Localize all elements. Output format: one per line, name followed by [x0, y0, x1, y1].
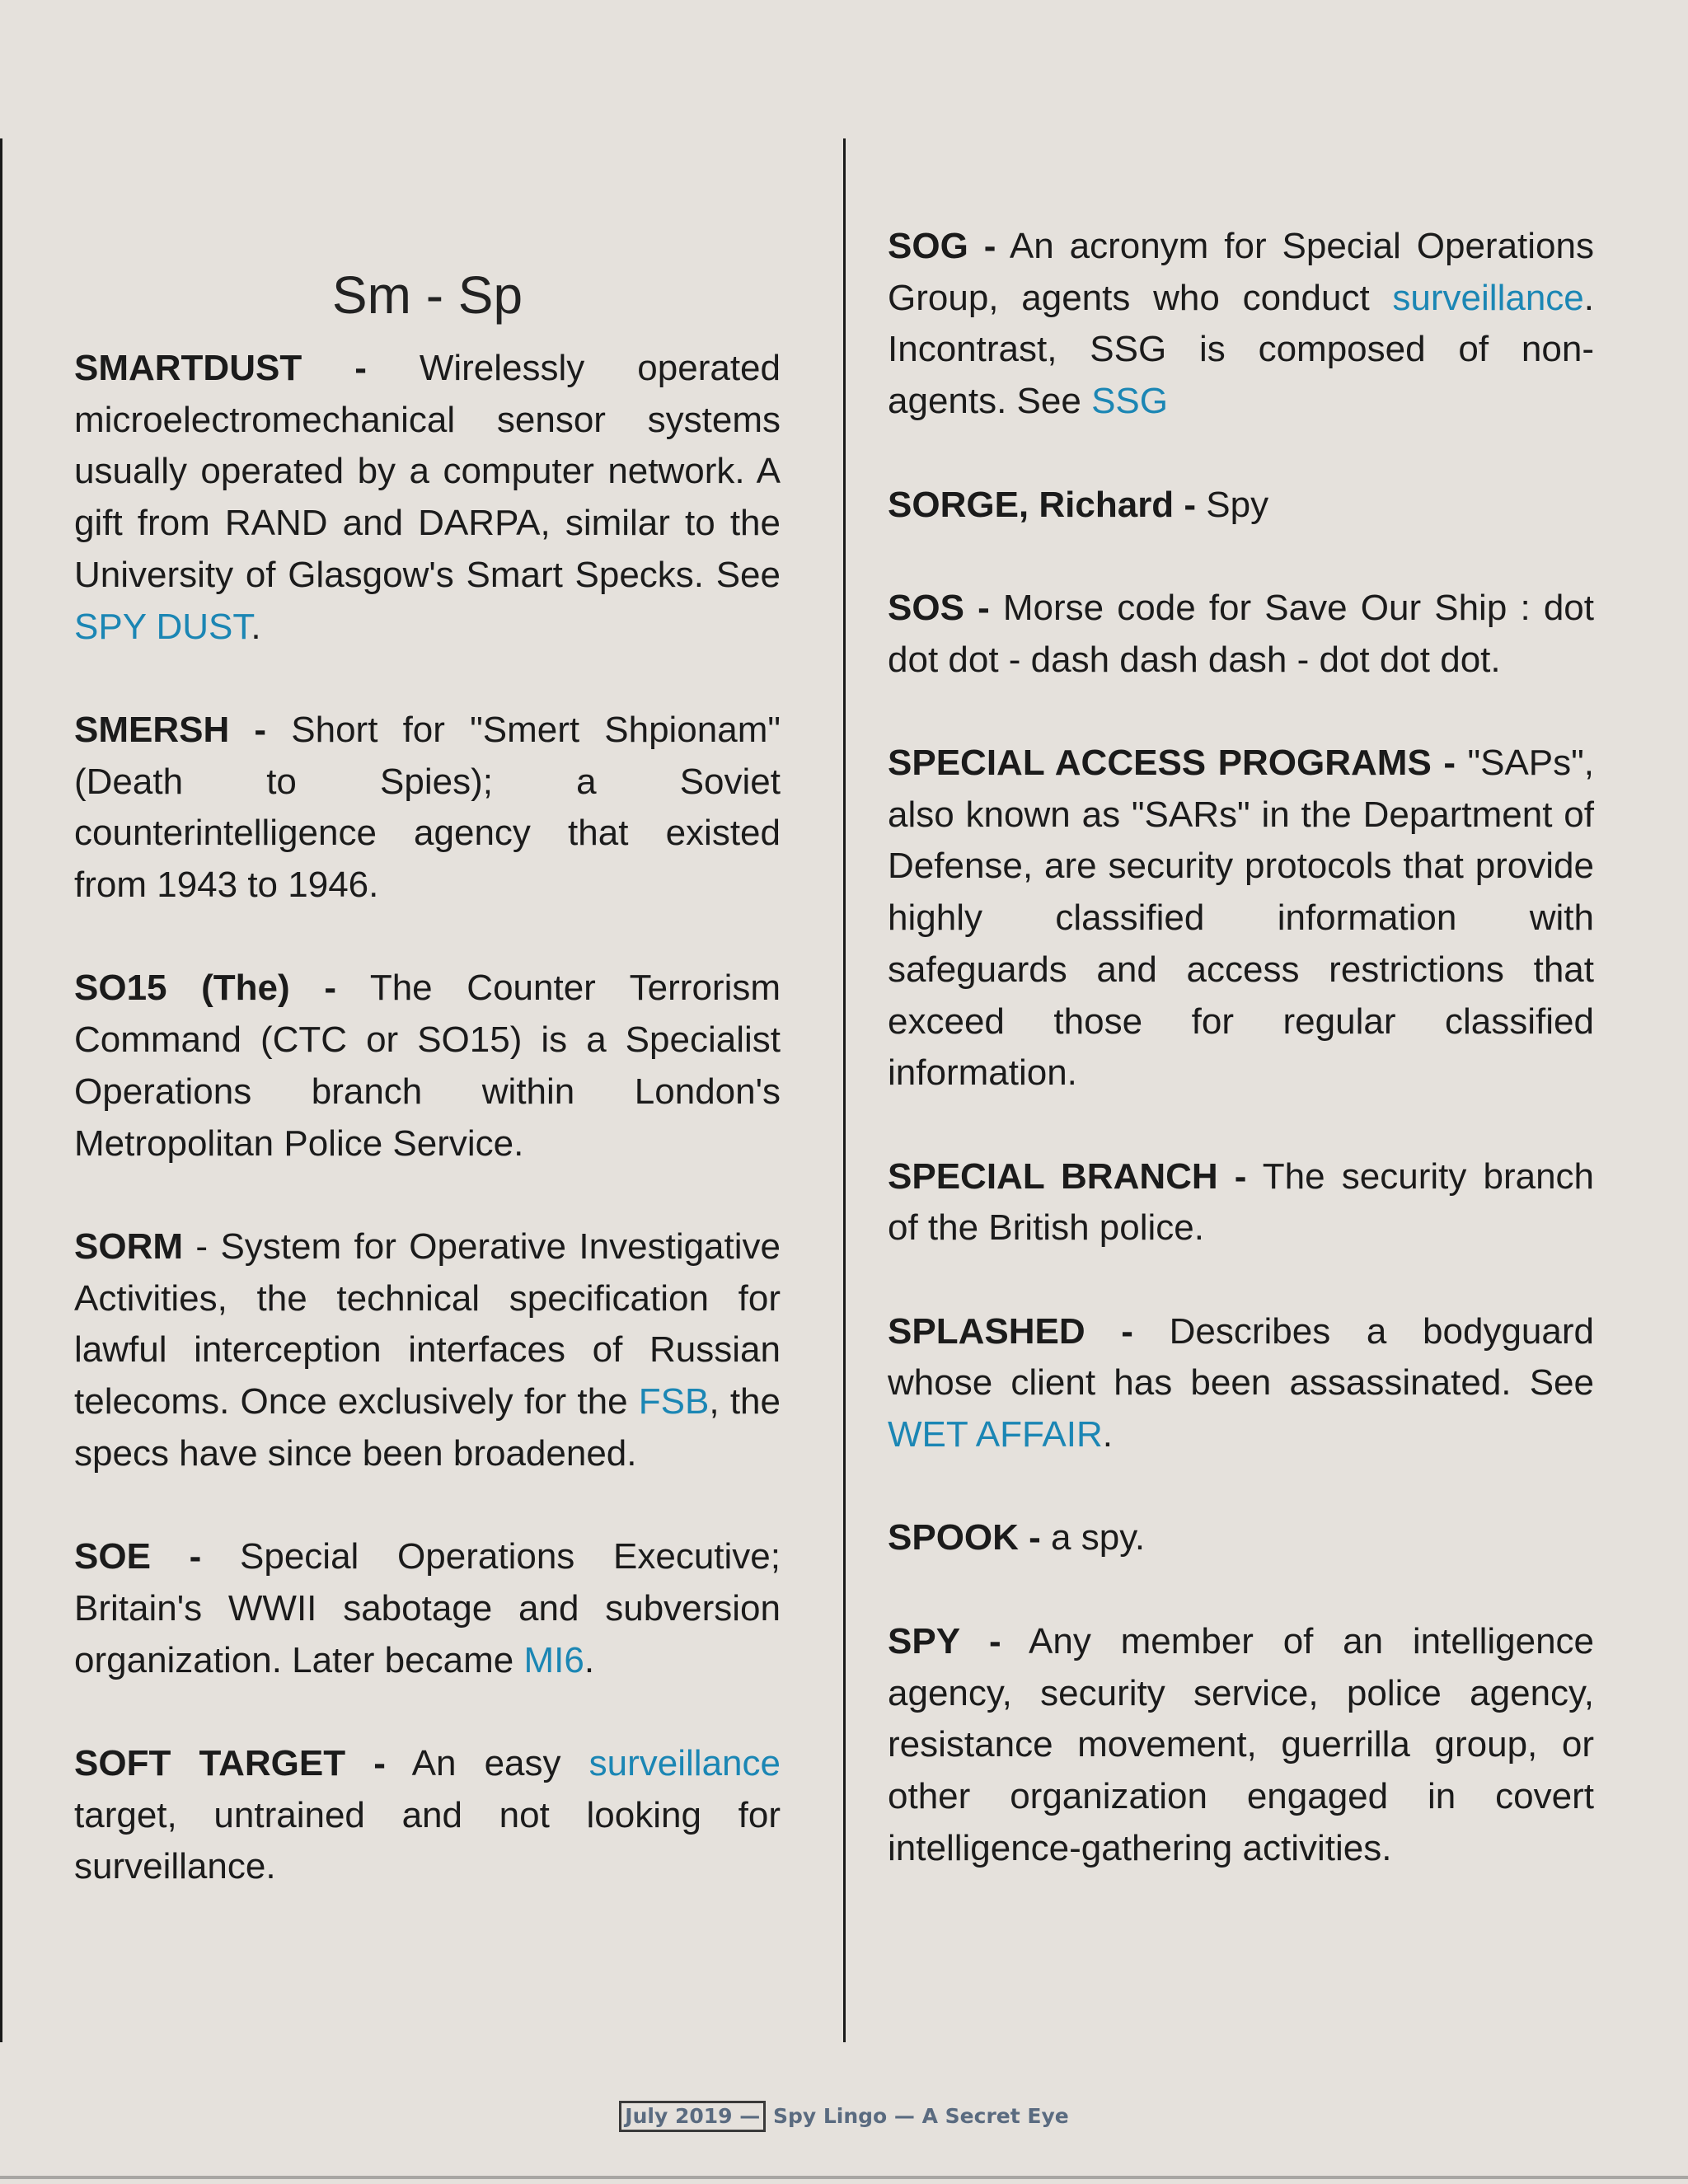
cross-reference-link[interactable]: surveillance	[1392, 277, 1584, 318]
footer-text: Spy Lingo — A Secret Eye	[766, 2104, 1069, 2128]
glossary-entry-sorm	[74, 1221, 781, 1480]
entry-term: SMARTDUST -	[74, 348, 367, 388]
glossary-entry-spook	[888, 1512, 1594, 1564]
entry-term: SOG -	[888, 226, 996, 266]
page-footer	[0, 2100, 1688, 2133]
bottom-divider	[0, 2176, 1688, 2179]
entry-definition-tail: , the specs have since been broadened.	[74, 1381, 781, 1474]
entry-definition: Describes a bodyguard whose client has been assassinated. See	[888, 1310, 1594, 1404]
entry-definition: The Counter Terrorism Command (CTC or SO15) is a Specialist Operations branch within London's Metropolitan Police Service.	[74, 968, 781, 1164]
entry-definition: An acronym for Special Operations Group, agents who conduct	[888, 226, 1594, 318]
cross-reference-link[interactable]: surveillance	[588, 1742, 781, 1783]
entry-term: SORGE, Richard -	[888, 484, 1197, 525]
entry-term: SPECIAL ACCESS PROGRAMS -	[888, 742, 1456, 783]
entry-definition: An easy	[385, 1742, 589, 1783]
entry-definition: Morse code for Save Our Ship : dot dot dot - dash dash dash - dot dot dot.	[888, 587, 1594, 680]
glossary-entry-special-access-programs	[888, 738, 1594, 1099]
cross-reference-link-ssg[interactable]: SSG	[1091, 381, 1168, 422]
entry-definition: Short for "Smert Shpionam" (Death to Spies); a Soviet counterintelligence agency that existed from 1943 to 1946.	[74, 709, 781, 906]
glossary-entry-splashed	[888, 1306, 1594, 1461]
glossary-entry-spy	[888, 1616, 1594, 1875]
glossary-entry-soft-target	[74, 1738, 781, 1893]
glossary-entry-soe	[74, 1531, 781, 1686]
cross-reference-link[interactable]: MI6	[523, 1639, 584, 1680]
entry-term: SMERSH -	[74, 709, 267, 750]
entry-term: SPOOK -	[888, 1517, 1041, 1558]
entry-term: SPY -	[888, 1620, 1001, 1661]
entry-definition: Spy	[1196, 484, 1269, 525]
cross-reference-link[interactable]: WET AFFAIR	[888, 1414, 1103, 1455]
glossary-entry-smartdust	[74, 343, 781, 653]
entry-definition: "SAPs", also known as "SARs" in the Department of Defense, are security protocols that provide highly classified information with safeguards and access restrictions that exceed those for regular classified information.	[888, 742, 1594, 1094]
entry-definition-tail: target, untrained and not looking for surveillance.	[74, 1794, 781, 1887]
glossary-entry-smersh	[74, 705, 781, 912]
entry-definition: The security branch of the British police.	[888, 1155, 1595, 1249]
left-column	[74, 343, 781, 1945]
right-column	[888, 221, 1594, 1926]
entry-definition: - System for Operative Investigative Activities, the technical specification for lawful interception interfaces of Russian telecoms. Once exclusively for the	[74, 1226, 781, 1422]
entry-term: SORM	[74, 1226, 183, 1267]
entry-definition-tail: . Incontrast, SSG is composed of non-agents. See	[888, 277, 1594, 422]
entry-definition-tail: .	[584, 1639, 595, 1680]
entry-term: SOE -	[74, 1536, 202, 1577]
entry-definition: Any member of an intelligence agency, security service, police agency, resistance movement, guerrilla group, or other organization engaged in covert intelligence-gathering activities.	[888, 1620, 1595, 1868]
entry-definition: a spy.	[1040, 1517, 1146, 1558]
glossary-entry-sos	[888, 583, 1594, 686]
entry-term: SO15 (The) -	[74, 968, 336, 1009]
cross-reference-link[interactable]: FSB	[638, 1381, 710, 1422]
cross-reference-link[interactable]: SPY DUST	[74, 606, 251, 647]
glossary-entry-sog	[888, 221, 1594, 428]
left-border-rule	[0, 138, 2, 2042]
entry-term: SOFT TARGET -	[74, 1742, 386, 1783]
column-divider	[843, 138, 846, 2042]
entry-term: SPECIAL BRANCH -	[888, 1155, 1247, 1197]
entry-definition-tail: .	[251, 606, 261, 647]
footer-date: July 2019 —	[619, 2101, 766, 2132]
entry-definition: Wirelessly operated microelectromechanical sensor systems usually operated by a computer network. A gift from RAND and DARPA, similar to the University of Glasgow's Smart Specks. See	[74, 348, 781, 595]
glossary-entry-sorge	[888, 480, 1594, 532]
glossary-entry-so15	[74, 963, 781, 1169]
entry-term: SOS -	[888, 587, 990, 628]
page-title: Sm - Sp	[331, 265, 523, 325]
entry-definition: Special Operations Executive; Britain's WWII sabotage and subversion organization. Later became	[74, 1536, 781, 1680]
glossary-entry-special-branch	[888, 1151, 1594, 1254]
entry-definition-tail: .	[1102, 1414, 1114, 1455]
entry-term: SPLASHED -	[888, 1310, 1133, 1352]
